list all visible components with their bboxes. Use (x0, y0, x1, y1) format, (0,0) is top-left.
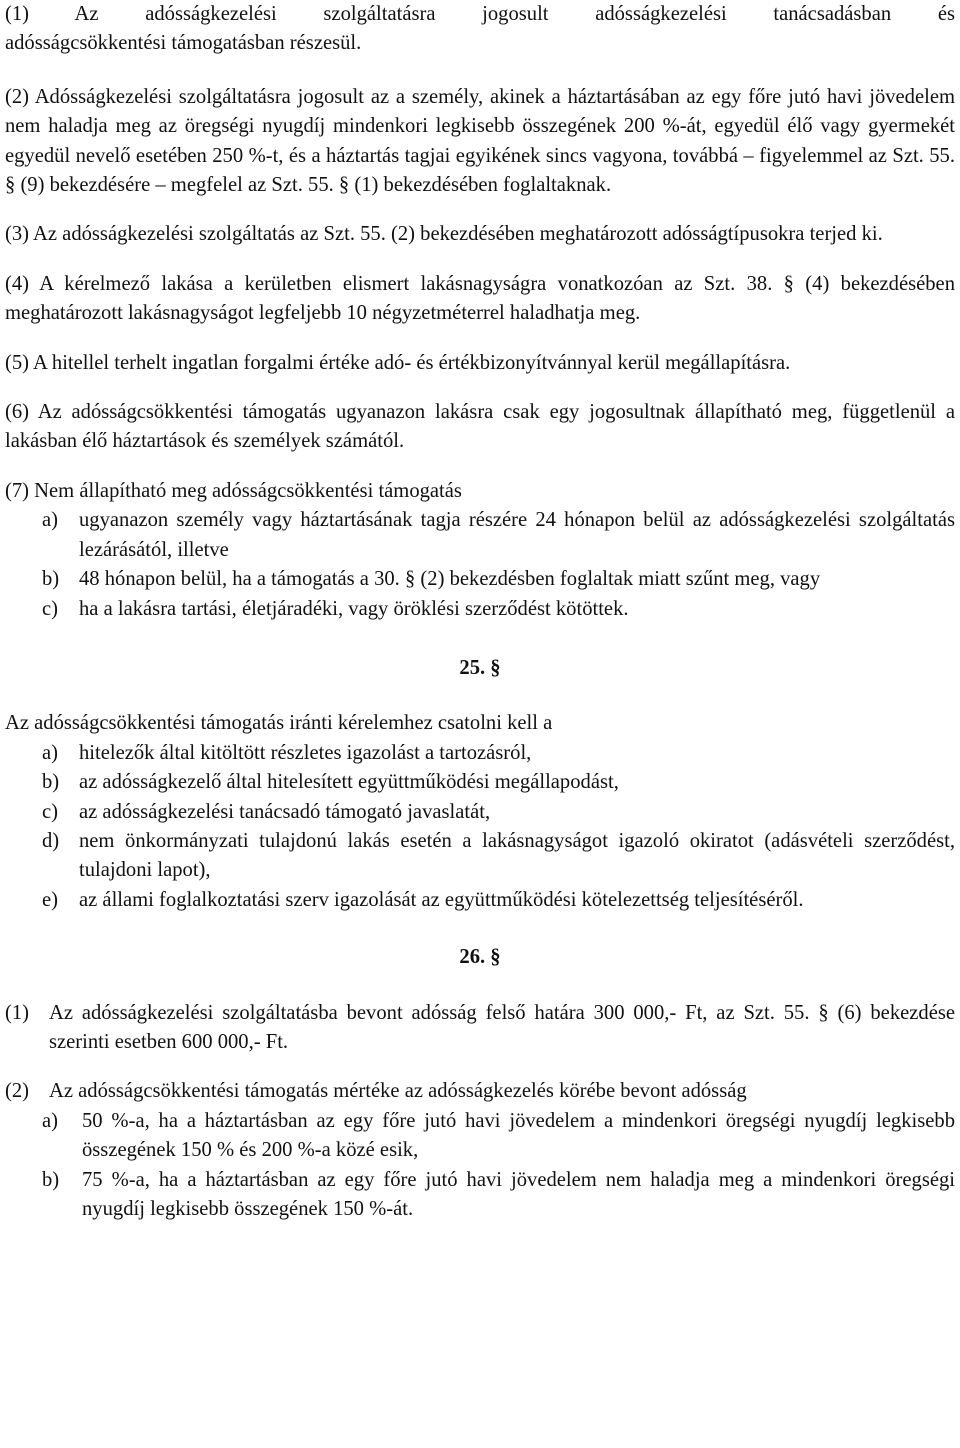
list-label: b) (42, 1168, 60, 1191)
list-text: az adósságkezelési tanácsadó támogató javaslatát, (79, 800, 491, 823)
list-text: nem önkormányzati tulajdonú lakás esetén a lakásnagyságot igazoló okiratot (adásvételi szerződést, tulajdoni lapot), (79, 829, 955, 882)
paragraph-number: (2) (5, 1080, 30, 1103)
section-heading-26: 26. § (459, 946, 501, 969)
paragraph-6: (6) Az adósságcsökkentési támogatás ugyanazon lakásra csak egy jogosultnak állapítható meg, függetlenül a lakásban élő háztartások és személyek számától. (5, 401, 955, 453)
paragraph-text: Az adósságcsökkentési támogatás mértéke az adósságkezelés körébe bevont adósság (49, 1080, 747, 1103)
paragraph-2: (2) Adósságkezelési szolgáltatásra jogosult az a személy, akinek a háztartásában az egy főre jutó havi jövedelem nem haladja meg az öregségi nyugdíj mindenkori legkisebb összegének 200 %-át, egyedül élő vagy gyermekét egyedül nevelő esetében 250 %-t, és a háztartás tagjai egyikének sincs vagyona, továbbá – figyelemmel az Szt. 55. § (9) bekezdésére – megfelel az Szt. 55. § (1) bekezdésében foglaltaknak. (5, 85, 955, 197)
paragraph-1-line-1: (1) Az adósságkezelési szolgáltatásra jogosult adósságkezelési tanácsadásban és (5, 3, 955, 25)
list-label: b) (42, 771, 60, 794)
paragraph-7: (7) Nem állapítható meg adósságcsökkentési támogatás (5, 479, 462, 502)
list-item (42, 1166, 955, 1225)
paragraph-5: (5) A hitellel terhelt ingatlan forgalmi értéke adó- és értékbizonyítvánnyal kerül megállapításra. (5, 351, 791, 374)
list-text: hitelezők által kitöltött részletes igazolást a tartozásról, (79, 741, 532, 764)
paragraph-text: Az adósságkezelési szolgáltatásba bevont adósság felső határa 300 000,- Ft, az Szt. 55. § (6) bekezdése szerinti esetben 600 000,- Ft. (49, 1001, 955, 1053)
list-item (42, 768, 955, 797)
list-label: b) (42, 568, 60, 591)
list-text: az adósságkezelő által hitelesített együttműködési megállapodást, (79, 771, 619, 794)
paragraph-4: (4) A kérelmező lakása a kerületben elismert lakásnagyságra vonatkozóan az Szt. 38. § (4) bekezdésében meghatározott lakásnagyságot legfeljebb 10 négyzetméterrel haladhatja meg. (5, 272, 955, 325)
document-page (5, 0, 955, 1224)
paragraph-number: (1) (5, 1001, 30, 1024)
paragraph-26-1 (5, 999, 955, 1058)
list-item (42, 886, 955, 915)
list-label: c) (42, 800, 58, 823)
list-text: 50 %-a, ha a háztartásban az egy főre jutó havi jövedelem a mindenkori öregségi nyugdíj legkisebb összegének 150 % és 200 %-a közé esik, (82, 1109, 955, 1162)
list-label: a) (42, 509, 58, 532)
paragraph-3: (3) Az adósságkezelési szolgáltatás az Szt. 55. (2) bekezdésében meghatározott adósságtípusokra terjed ki. (5, 223, 883, 246)
list-label: a) (42, 741, 58, 764)
list-item (42, 739, 955, 768)
list-text: 48 hónapon belül, ha a támogatás a 30. § (2) bekezdésben foglaltak miatt szűnt meg, vagy (79, 568, 821, 591)
list-item (42, 565, 955, 594)
list-label: c) (42, 597, 58, 620)
list-text: ha a lakásra tartási, életjáradéki, vagy öröklési szerződést kötöttek. (79, 597, 629, 620)
paragraph-25-intro: Az adósságcsökkentési támogatás iránti kérelemhez csatolni kell a (5, 712, 553, 735)
list-item (42, 506, 955, 565)
list-item (42, 595, 955, 624)
list-text: az állami foglalkoztatási szerv igazolását az együttműködési kötelezettség teljesítéséről. (79, 888, 804, 911)
list-label: e) (42, 888, 58, 911)
list-text: 75 %-a, ha a háztartásban az egy főre jutó havi jövedelem nem haladja meg a mindenkori öregségi nyugdíj legkisebb összegének 150 %-át. (82, 1168, 955, 1220)
list-label: d) (42, 829, 60, 852)
list-label: a) (42, 1109, 58, 1132)
list-item (42, 827, 955, 886)
paragraph-26-2 (5, 1077, 955, 1106)
paragraph-1-line-2: adósságcsökkentési támogatásban részesül. (5, 32, 362, 55)
section-heading-25: 25. § (459, 656, 501, 679)
list-text: ugyanazon személy vagy háztartásának tagja részére 24 hónapon belül az adósságkezelési szolgáltatás lezárásától, illetve (79, 509, 955, 561)
list-item (42, 798, 955, 827)
list-item (42, 1107, 955, 1166)
